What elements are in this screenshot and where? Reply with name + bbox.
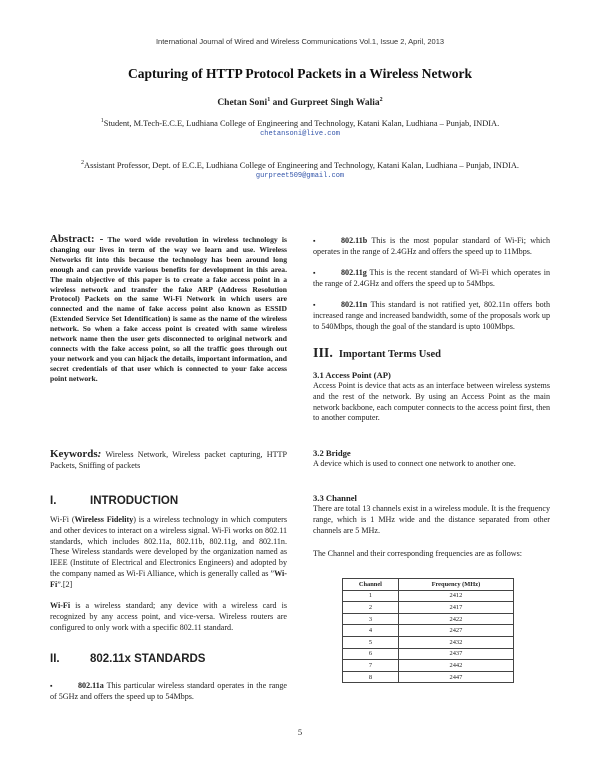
table-row xyxy=(343,636,514,648)
section-2-number: II. xyxy=(50,653,60,665)
table-cell: 2442 xyxy=(398,660,513,672)
bridge-heading: 3.2 Bridge xyxy=(313,448,351,458)
intro-p1-a: Wi-Fi ( xyxy=(50,515,75,524)
table-row xyxy=(343,590,514,602)
table-cell: 2 xyxy=(343,602,399,614)
table-cell: 8 xyxy=(343,671,399,683)
channel-text-2: The Channel and their corresponding frequencies are as follows: xyxy=(313,549,523,558)
affiliation-1-email[interactable]: chetansoni@live.com xyxy=(260,129,340,138)
table-header-row xyxy=(343,579,514,591)
table-cell: 5 xyxy=(343,636,399,648)
keywords-colon: : xyxy=(97,448,102,460)
bullet-icon: ▪ xyxy=(313,237,316,245)
author-1-sup: 1 xyxy=(267,97,271,103)
section-3-number: III. xyxy=(313,346,333,361)
table-row xyxy=(343,660,514,672)
intro-paragraph-1 xyxy=(50,515,287,591)
standard-a-text: This particular wireless standard operates in the range of 5GHz and offers the speed up to 54Mbps. xyxy=(50,681,287,701)
table-row xyxy=(343,671,514,683)
section-2-title: 802.11x STANDARDS xyxy=(90,653,206,665)
author-2-sup: 2 xyxy=(379,97,383,103)
table-cell: 2447 xyxy=(398,671,513,683)
affiliation-1-sup: 1 xyxy=(100,118,104,124)
keywords-heading: Keywords xyxy=(50,448,98,460)
table-header-frequency: Frequency (MHz) xyxy=(398,579,513,591)
affiliation-2-text: Assistant Professor, Dept. of E.C.E, Ludhiana College of Engineering and Technology, Katani Kalan, Ludhiana – Punjab, INDIA. xyxy=(84,160,519,170)
section-1-title: INTRODUCTION xyxy=(90,495,179,507)
table-cell: 2427 xyxy=(398,625,513,637)
standard-a-label: 802.11a xyxy=(78,681,104,690)
page-number: 5 xyxy=(297,727,303,737)
section-terms-heading xyxy=(313,346,550,362)
channel-heading: 3.3 Channel xyxy=(313,493,357,503)
affiliation-1-text: Student, M.Tech-E.C.E, Ludhiana College of Engineering and Technology, Katani Kalan, Ludhiana – Punjab, INDIA. xyxy=(103,118,500,128)
affiliation-2-sup: 2 xyxy=(81,160,85,166)
table-row xyxy=(343,648,514,660)
intro-p1-b: ) is a wireless technology in which computers and other devices to interact on a wireless signal. Wi-Fi works on 802.11 standards, which includes 802.11a, 802.11b, 802.11g, and 802.11n. These Wireless standards were developed by the organization named as IEEE (Institute of Electrical and Electronics Engineers) and adopted by the company named as Wi-Fi Alliance, which is generally called as ” xyxy=(50,515,287,578)
abstract-text: The word wide revolution in wireless technology is changing our lives in term of the way we learn and use. Wireless Networks fit into this because the technology has been around long enough and can provide various benefits for development in this area. The main objective of this paper is to create a fake access point in a wireless network and transfer the fake ARP (Address Resolution Protocol) Packets on the same Wi-Fi Network in which users are connected and the name of fake access point also known as ESSID (Extended Service Set Identification) is same as the name of the wireless network. So when a fake access point is created with same wireless network name then the user gets disconnected to original network and connects with the fake access point, so all the traffic goes through out your network and you can hijack the details, important information, and secret credentials of that user which is connected to your fake access point network. xyxy=(50,235,287,383)
table-cell: 7 xyxy=(343,660,399,672)
frequency-table-wrap xyxy=(342,578,514,683)
standard-g-label: 802.11g xyxy=(341,268,367,277)
intro-p1-bold2: Wi-Fi xyxy=(50,568,287,589)
intro-paragraph-2 xyxy=(50,601,287,633)
author-2: Gurpreet Singh Walia xyxy=(290,98,380,109)
abstract xyxy=(50,235,287,384)
frequency-table xyxy=(342,578,514,683)
standard-g-text: This is the recent standard of Wi-Fi which operates in the range of 2.4GHz and offers the speed up to 54Mbps. xyxy=(313,268,550,288)
standard-b-text: This is the most popular standard of Wi-Fi; which operates in the range of 2.4GHz and offers the speed up to 11Mbps. xyxy=(313,236,550,256)
paper-title: Capturing of HTTP Protocol Packets in a Wireless Network xyxy=(128,66,472,81)
bridge-text: A device which is used to connect one network to another one. xyxy=(313,459,516,468)
standard-80211a xyxy=(50,681,287,703)
intro-p2-text: is a wireless standard; any device with a wireless card is recognized by any access point, and vice-versa. Wireless routers are configured to only work with a specific 802.11 standard. xyxy=(50,601,287,632)
table-cell: 2412 xyxy=(398,590,513,602)
affiliation-2 xyxy=(50,158,550,182)
table-cell: 1 xyxy=(343,590,399,602)
author-and: and xyxy=(270,98,291,109)
bullet-icon: ▪ xyxy=(50,682,53,690)
standard-80211g xyxy=(313,268,550,290)
bullet-icon: ▪ xyxy=(313,301,316,309)
authors xyxy=(0,97,600,108)
table-cell: 6 xyxy=(343,648,399,660)
channel-text: There are total 13 channels exist in a wireless module. It is the frequency range, which is 1 MHz wide and the distance separated from other channels are 5 MHz. xyxy=(313,504,550,535)
intro-p2-bold: Wi-Fi xyxy=(50,601,71,610)
section-1-number: I. xyxy=(50,495,57,507)
standard-n-label: 802.11n xyxy=(341,300,368,309)
table-header-channel: Channel xyxy=(343,579,399,591)
affiliation-1 xyxy=(50,116,550,140)
table-row xyxy=(343,625,514,637)
table-row xyxy=(343,602,514,614)
table-cell: 2432 xyxy=(398,636,513,648)
abstract-heading: Abstract: - xyxy=(50,233,104,245)
access-point-text: Access Point is device that acts as an interface between wireless systems and the rest of the network. By using an Access Point as the main network backbone, each computer connects to the access point first, then to another computer. xyxy=(313,381,550,423)
keywords-text: Wireless Network, Wireless packet capturing, HTTP Packets, Sniffing of packets xyxy=(50,450,287,470)
intro-p1-bold: Wireless Fidelity xyxy=(74,515,134,524)
table-cell: 4 xyxy=(343,625,399,637)
journal-header: International Journal of Wired and Wireless Communications Vol.1, Issue 2, April, 2013 xyxy=(155,37,445,46)
section-3-title: Important Terms Used xyxy=(338,349,441,360)
standard-80211b xyxy=(313,236,550,258)
standard-b-label: 802.11b xyxy=(341,236,368,245)
bullet-icon: ▪ xyxy=(313,269,316,277)
affiliation-2-email[interactable]: gurpreet509@gmail.com xyxy=(255,171,345,180)
section-standards-heading xyxy=(50,653,287,665)
table-cell: 3 xyxy=(343,613,399,625)
standard-n-text: This standard is not ratified yet, 802.11n offers both increased range and increased bandwidth, some of the proposals work up to 540Mbps, though the goal of the standard is upto 100Mbps. xyxy=(313,300,550,331)
table-cell: 2417 xyxy=(398,602,513,614)
table-cell: 2422 xyxy=(398,613,513,625)
table-row xyxy=(343,613,514,625)
author-1: Chetan Soni xyxy=(217,98,268,109)
intro-p1-c: ”.[2] xyxy=(57,579,73,589)
access-point-heading: 3.1 Access Point (AP) xyxy=(313,370,391,380)
table-cell: 2437 xyxy=(398,648,513,660)
standard-80211n xyxy=(313,300,550,332)
keywords xyxy=(50,449,287,472)
section-introduction-heading xyxy=(50,495,287,507)
